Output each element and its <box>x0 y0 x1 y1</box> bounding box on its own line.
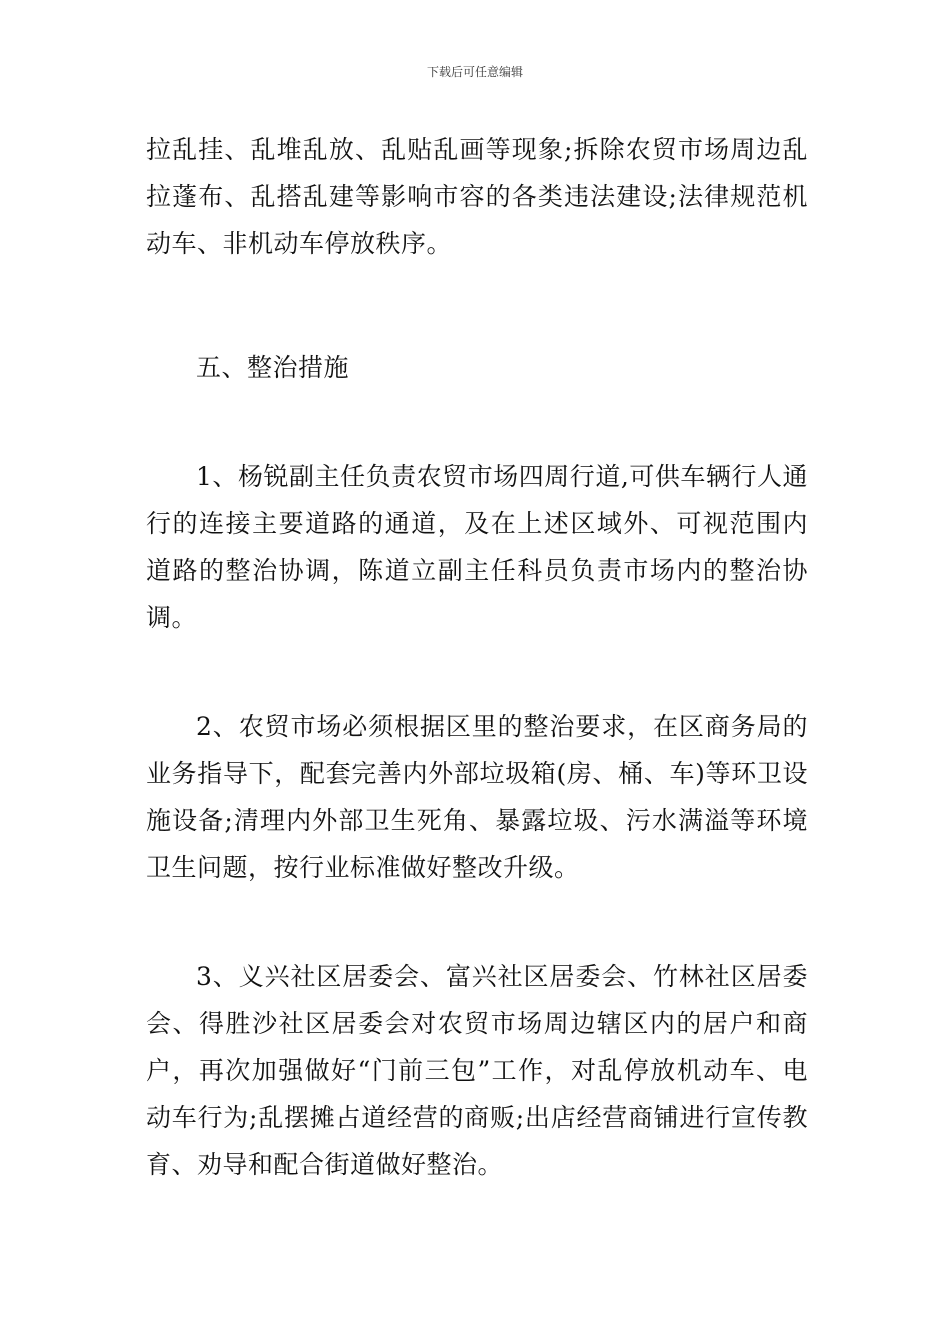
paragraph-measure-3: 3、义兴社区居委会、富兴社区居委会、竹林社区居委会、得胜沙社区居委会对农贸市场周边辖区内的居户和商户，再次加强做好“门前三包”工作，对乱停放机动车、电动车行为;乱摆摊占道经营的商贩;出店经营商铺进行宣传教育、劝导和配合街道做好整治。 <box>146 962 808 1179</box>
section-heading: 五、整治措施 <box>196 353 350 382</box>
page-header: 下载后可任意编辑 <box>426 65 523 79</box>
document-body <box>146 126 808 1188</box>
paragraph-continuation: 拉乱挂、乱堆乱放、乱贴乱画等现象;拆除农贸市场周边乱拉蓬布、乱搭乱建等影响市容的各类违法建设;法律规范机动车、非机动车停放秩序。 <box>146 135 808 258</box>
paragraph-measure-2: 2、农贸市场必须根据区里的整治要求，在区商务局的业务指导下，配套完善内外部垃圾箱(房、桶、车)等环卫设施设备;清理内外部卫生死角、暴露垃圾、污水满溢等环境卫生问题，按行业标准做好整改升级。 <box>146 712 808 882</box>
paragraph-measure-1: 1、杨锐副主任负责农贸市场四周行道,可供车辆行人通行的连接主要道路的通道，及在上述区域外、可视范围内道路的整治协调，陈道立副主任科员负责市场内的整治协调。 <box>146 462 808 632</box>
